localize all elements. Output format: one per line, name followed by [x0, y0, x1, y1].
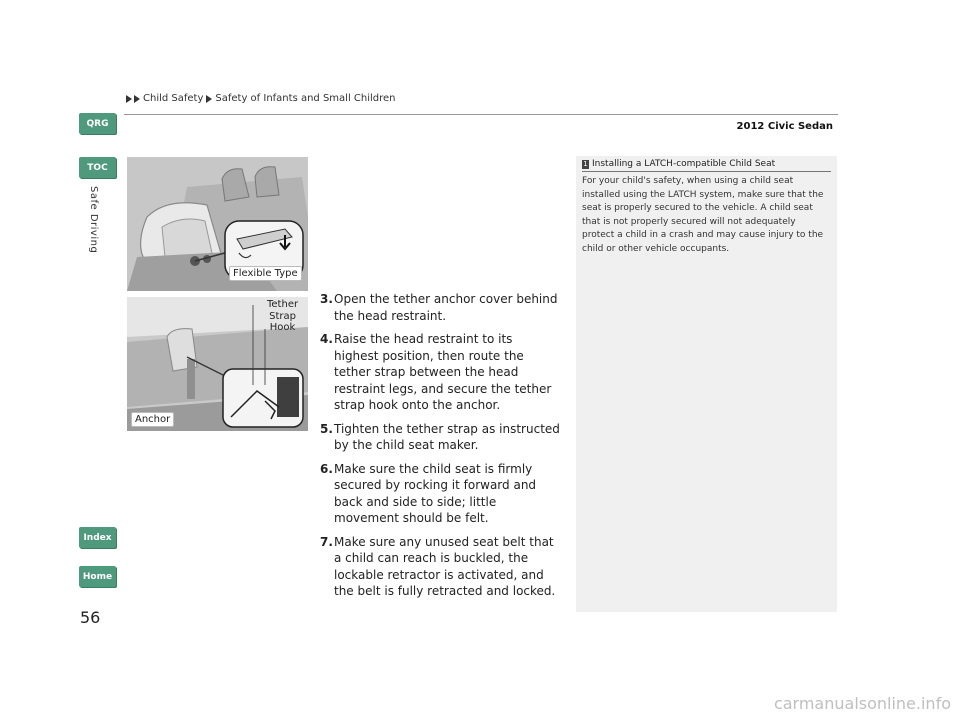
page-number: 56: [80, 608, 101, 627]
qrg-button[interactable]: QRG: [79, 113, 116, 134]
instruction-steps: [320, 291, 560, 607]
watermark: carmanualsonline.info: [773, 694, 951, 713]
step-text: Raise the head restraint to its highest position, then route the tether strap between the head restraint legs, and secure the tether strap hook onto the anchor.: [334, 332, 552, 412]
breadcrumb-arrow-icon: [126, 95, 132, 103]
callout-tether-strap-hook: [267, 299, 298, 334]
step-number: 3.: [320, 292, 333, 306]
step-text: Tighten the tether strap as instructed by the child seat maker.: [334, 421, 560, 452]
home-button[interactable]: Home: [79, 566, 116, 587]
index-button[interactable]: Index: [79, 527, 116, 548]
side-note-title[interactable]: [582, 159, 775, 169]
step-number: 7.: [320, 534, 333, 549]
breadcrumb-arrow-icon: [206, 95, 212, 103]
step-text: Make sure any unused seat belt that a child can reach is buckled, the lockable retractor is activated, and the belt is fully retracted and locked.: [334, 534, 556, 598]
step-number: 4.: [320, 332, 333, 346]
step-number: 5.: [320, 421, 333, 436]
side-note-box: [576, 156, 837, 612]
step-item: [320, 291, 560, 324]
side-note-title-text: Installing a LATCH-compatible Child Seat: [592, 159, 776, 169]
side-note-body: For your child's safety, when using a child seat installed using the LATCH system, make sure that the seat is properly secured to the vehicle. A child seat that is not properly secured will not adequately protect a child in a crash and may cause injury to the child or other vehicle occupants.: [582, 176, 824, 254]
step-text: Make sure the child seat is firmly secured by rocking it forward and back and side to side; little movement should be felt.: [334, 461, 537, 525]
note-marker-icon: 1: [583, 160, 588, 168]
breadcrumb-item-safety-of-infants[interactable]: Safety of Infants and Small Children: [215, 93, 396, 104]
figure-child-seat-installation: [127, 157, 308, 291]
side-note-divider: [582, 171, 831, 172]
figure-tether-anchor: [127, 297, 308, 431]
toc-button[interactable]: TOC: [79, 157, 116, 178]
breadcrumb-item-child-safety[interactable]: Child Safety: [143, 93, 204, 104]
callout-tether-strap-hook-text: Tether Strap Hook: [267, 299, 299, 333]
figure-label-anchor: Anchor: [131, 412, 174, 427]
breadcrumb: [126, 93, 396, 104]
header-divider: [124, 114, 838, 115]
vehicle-model: 2012 Civic Sedan: [736, 121, 833, 132]
section-tab-safe-driving[interactable]: Safe Driving: [88, 186, 99, 254]
step-text: Open the tether anchor cover behind the head restraint.: [334, 292, 558, 323]
step-item: [320, 421, 560, 454]
breadcrumb-arrow-icon: [134, 95, 140, 103]
step-number: 6.: [320, 461, 333, 476]
step-item: [320, 331, 560, 414]
step-item: [320, 461, 560, 527]
figure-label-flexible-type: Flexible Type: [229, 266, 302, 281]
step-item: [320, 534, 560, 600]
